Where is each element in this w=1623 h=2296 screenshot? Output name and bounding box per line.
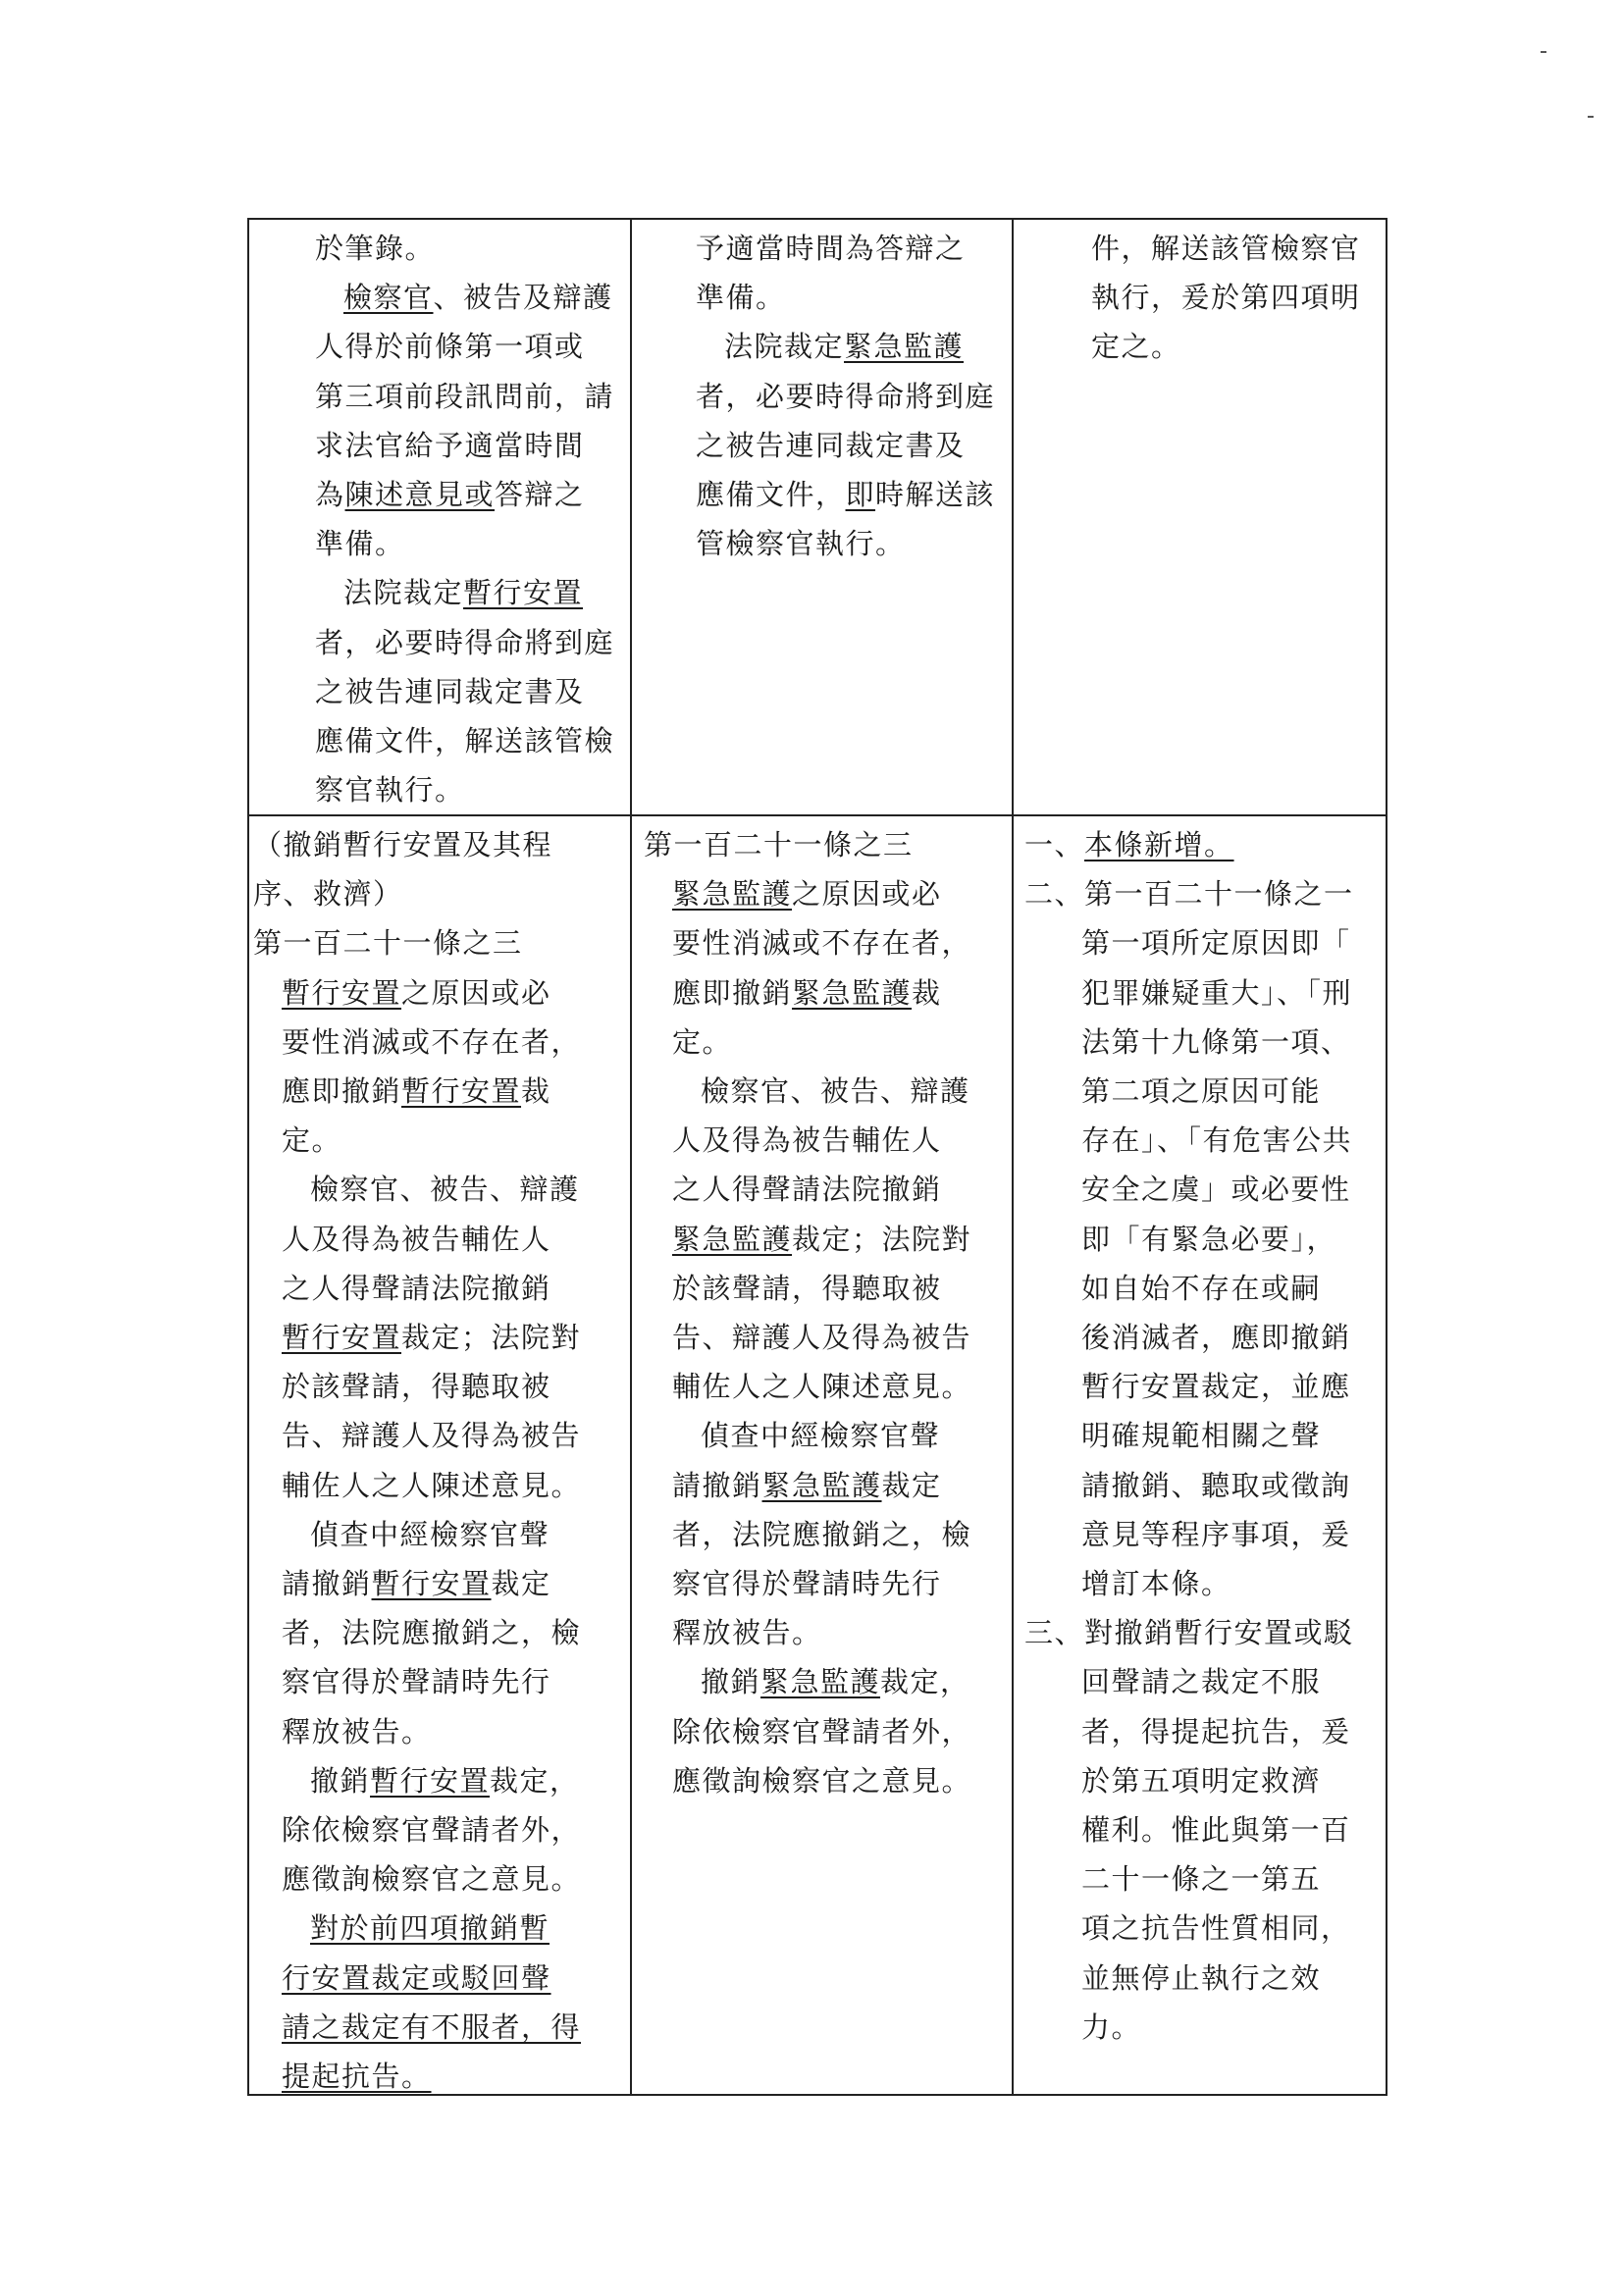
text-segment: 予適當時間為答辯之 — [696, 232, 966, 265]
text-segment: 輔佐人之人陳述意見。 — [282, 1468, 582, 1502]
text-line — [644, 918, 1007, 967]
text-segment: 權利。惟此與第一百 — [1081, 1813, 1351, 1848]
text-segment: 明確規範相關之聲 — [1081, 1419, 1322, 1453]
text-segment: 法院裁定 — [343, 576, 464, 610]
text-line — [253, 1707, 620, 1756]
text-line — [1024, 1657, 1384, 1706]
underlined-text: 緊急監護 — [761, 1468, 882, 1502]
text-line — [1024, 869, 1384, 918]
text-segment: 答辯之 — [495, 478, 585, 512]
text-line — [667, 421, 1001, 470]
text-segment: 請撤銷、聽取或徵詢 — [1081, 1468, 1351, 1502]
text-segment: 要性消滅或不存在者， — [282, 1024, 582, 1059]
text-segment: 釋放被告。 — [672, 1616, 822, 1650]
text-segment: 裁定， — [880, 1665, 970, 1699]
text-segment: 於筆錄。 — [315, 232, 436, 265]
text-line — [1024, 968, 1384, 1018]
underlined-text: 緊急監護 — [672, 1222, 793, 1256]
text-line — [667, 372, 1001, 421]
text-line — [644, 1510, 1007, 1559]
text-segment: 執行，爰於第四項明 — [1091, 281, 1361, 315]
text-segment: 之人得聲請法院撤銷 — [672, 1173, 942, 1207]
text-segment: 為 — [315, 478, 345, 512]
text-segment: 暫行安置裁定，並應 — [1081, 1370, 1351, 1404]
text-segment: 察官得於聲請時先行 — [672, 1567, 942, 1601]
text-line — [667, 224, 1001, 273]
text-line — [1024, 1461, 1384, 1510]
text-segment: 二十一條之一第五 — [1081, 1862, 1322, 1897]
text-segment: 告、辯護人及得為被告 — [282, 1419, 582, 1453]
cell-row2-current — [644, 820, 1007, 1805]
text-segment: 之人得聲請法院撤銷 — [282, 1271, 551, 1305]
text-segment: 第一百二十一條之三 — [253, 926, 523, 961]
text-line — [287, 667, 620, 716]
text-line — [644, 1657, 1007, 1706]
cell-row1-current — [667, 224, 1001, 568]
text-line — [644, 1411, 1007, 1460]
underlined-text: 本條新增。 — [1084, 828, 1234, 861]
text-segment: 請撤銷 — [282, 1567, 372, 1601]
text-line — [253, 1067, 620, 1116]
text-segment: 偵查中經檢察官聲 — [310, 1517, 550, 1551]
text-segment: 釋放被告。 — [282, 1714, 432, 1748]
text-segment: 裁定 — [881, 1468, 942, 1502]
text-segment: 之原因或必 — [792, 877, 942, 912]
text-line — [644, 1067, 1007, 1116]
text-line — [287, 421, 620, 470]
text-segment: 時解送該 — [875, 478, 996, 512]
text-segment: 存在」、「有危害公共 — [1081, 1123, 1353, 1158]
underlined-text: 對於前四項撤銷暫 — [310, 1911, 550, 1946]
text-line — [1024, 1264, 1384, 1313]
text-line — [253, 1559, 620, 1608]
text-line — [644, 820, 1007, 869]
text-line — [287, 372, 620, 421]
text-line — [1024, 1362, 1384, 1411]
text-line — [287, 470, 620, 519]
cell-row2-amended — [253, 820, 620, 2101]
cell-row1-explanation — [1034, 224, 1383, 372]
text-line — [644, 1165, 1007, 1214]
text-segment: 人及得為被告輔佐人 — [282, 1222, 551, 1256]
text-line — [253, 2052, 620, 2101]
text-segment: 於該聲請，得聽取被 — [282, 1370, 551, 1404]
underlined-text: 陳述意見或 — [344, 478, 496, 512]
text-segment: 回聲請之裁定不服 — [1081, 1665, 1322, 1699]
text-segment: 項之抗告性質相同， — [1081, 1911, 1351, 1946]
text-line — [253, 918, 620, 967]
underlined-text: 暫行安置 — [282, 975, 402, 1010]
text-line — [1024, 1559, 1384, 1608]
column-divider — [630, 220, 632, 2094]
text-segment: 裁定；法院對 — [792, 1222, 972, 1256]
text-line — [253, 1510, 620, 1559]
text-segment: 者，必要時得命將到庭 — [315, 625, 615, 659]
text-line — [644, 1559, 1007, 1608]
text-segment: 之被告連同裁定書及 — [315, 674, 585, 708]
text-line — [1024, 1215, 1384, 1264]
text-segment: 定之。 — [1091, 330, 1181, 364]
text-segment: 法院裁定 — [724, 330, 845, 364]
text-segment: 撤銷 — [701, 1665, 761, 1699]
text-line — [1024, 1313, 1384, 1362]
text-segment: 第一百二十一條之三 — [644, 828, 914, 861]
text-line — [644, 1018, 1007, 1067]
underlined-text: 暫行安置 — [371, 1567, 492, 1601]
text-segment: 者，必要時得命將到庭 — [696, 379, 996, 413]
text-line — [1024, 1018, 1384, 1067]
text-segment: 輔佐人之人陳述意見。 — [672, 1370, 972, 1404]
text-line — [1024, 1067, 1384, 1116]
text-segment: 應備文件，解送該管檢 — [315, 724, 615, 758]
text-segment: 準備。 — [315, 527, 405, 561]
text-line — [253, 1362, 620, 1411]
text-segment: 求法官給予適當時間 — [315, 428, 585, 462]
text-segment: 應備文件， — [696, 478, 846, 512]
text-segment: 要性消滅或不存在者， — [672, 926, 972, 961]
text-line — [1024, 1510, 1384, 1559]
text-segment: 增訂本條。 — [1081, 1567, 1231, 1601]
text-line — [253, 1264, 620, 1313]
text-line — [253, 1116, 620, 1165]
text-line — [287, 322, 620, 371]
text-line — [253, 1954, 620, 2003]
text-segment: 應即撤銷 — [282, 1074, 402, 1109]
text-segment: 管檢察官執行。 — [696, 527, 906, 561]
text-line — [667, 519, 1001, 568]
text-segment: 請撤銷 — [672, 1468, 762, 1502]
text-segment: 意見等程序事項，爰 — [1081, 1517, 1351, 1551]
underlined-text: 請之裁定有不服者，得 — [282, 2009, 582, 2044]
text-line — [253, 1854, 620, 1904]
text-line — [1024, 820, 1384, 869]
text-segment: 序、救濟） — [253, 877, 403, 912]
column-divider — [1012, 220, 1014, 2094]
cell-row2-explanation — [1024, 820, 1384, 2052]
text-line — [253, 1215, 620, 1264]
text-line — [644, 1313, 1007, 1362]
text-segment: 裁 — [912, 975, 942, 1010]
text-segment: 裁定， — [490, 1763, 580, 1798]
text-line — [1024, 1954, 1384, 2003]
text-segment: 法第十九條第一項、 — [1081, 1024, 1351, 1059]
text-segment: 偵查中經檢察官聲 — [701, 1419, 941, 1453]
text-line — [644, 869, 1007, 918]
text-line — [1024, 2003, 1384, 2052]
text-line — [287, 224, 620, 273]
text-segment: 裁定；法院對 — [401, 1321, 582, 1355]
text-segment: 三、對撤銷暫行安置或駁 — [1024, 1616, 1354, 1650]
underlined-text: 行安置裁定或駁回聲 — [282, 1960, 551, 1995]
text-line — [253, 1313, 620, 1362]
text-line — [253, 1461, 620, 1510]
text-line — [644, 1215, 1007, 1264]
text-line — [644, 1264, 1007, 1313]
text-segment: 者，法院應撤銷之，檢 — [672, 1517, 972, 1551]
text-line — [253, 1756, 620, 1805]
text-segment: 二、第一百二十一條之一 — [1024, 877, 1354, 912]
text-line — [287, 618, 620, 667]
text-line — [644, 1756, 1007, 1805]
text-line — [1024, 1608, 1384, 1657]
text-segment: 除依檢察官聲請者外， — [282, 1813, 582, 1848]
text-line — [1024, 918, 1384, 967]
text-segment: 力。 — [1081, 2009, 1142, 2044]
underlined-text: 檢察官 — [343, 281, 434, 315]
text-line — [1024, 1116, 1384, 1165]
text-line — [253, 1805, 620, 1854]
text-segment: 如自始不存在或嗣 — [1081, 1271, 1322, 1305]
text-line — [667, 273, 1001, 322]
underlined-text: 即 — [845, 478, 876, 512]
text-line — [287, 765, 620, 814]
text-segment: 者，法院應撤銷之，檢 — [282, 1616, 582, 1650]
text-line — [644, 1116, 1007, 1165]
underlined-text: 暫行安置 — [463, 576, 584, 610]
text-line — [644, 1362, 1007, 1411]
text-line — [1024, 1165, 1384, 1214]
underlined-text: 暫行安置 — [370, 1763, 491, 1798]
text-segment: 於第五項明定救濟 — [1081, 1763, 1322, 1798]
cell-row1-amended — [287, 224, 620, 814]
text-line — [644, 1461, 1007, 1510]
text-segment: 第三項前段訊問前，請 — [315, 379, 615, 413]
underlined-text: 暫行安置 — [282, 1321, 402, 1355]
text-segment: 告、辯護人及得為被告 — [672, 1321, 972, 1355]
underlined-text: 緊急監護 — [792, 975, 913, 1010]
text-segment: 察官執行。 — [315, 773, 465, 808]
text-segment: 者，得提起抗告，爰 — [1081, 1714, 1351, 1748]
scan-speck — [1588, 116, 1594, 118]
text-line — [287, 519, 620, 568]
text-line — [253, 968, 620, 1018]
text-segment: 件，解送該管檢察官 — [1091, 232, 1361, 265]
text-segment: 於該聲請，得聽取被 — [672, 1271, 942, 1305]
text-line — [644, 1608, 1007, 1657]
text-line — [1024, 1411, 1384, 1460]
text-segment: 安全之虞」或必要性 — [1081, 1173, 1351, 1207]
text-line — [644, 1707, 1007, 1756]
text-line — [253, 1411, 620, 1460]
text-segment: 準備。 — [696, 281, 786, 315]
text-segment: 應徵詢檢察官之意見。 — [672, 1763, 972, 1798]
comparison-table — [247, 218, 1387, 2096]
text-line — [287, 716, 620, 765]
text-segment: 後消滅者，應即撤銷 — [1081, 1321, 1351, 1355]
text-line — [253, 1165, 620, 1214]
text-line — [1024, 1756, 1384, 1805]
text-segment: 並無停止執行之效 — [1081, 1960, 1322, 1995]
text-segment: 人得於前條第一項或 — [315, 330, 585, 364]
text-segment: 檢察官、被告、辯護 — [310, 1173, 580, 1207]
text-segment: 之被告連同裁定書及 — [696, 428, 966, 462]
text-line — [253, 2003, 620, 2052]
text-line — [1024, 1805, 1384, 1854]
text-segment: 應即撤銷 — [672, 975, 793, 1010]
text-segment: 之原因或必 — [401, 975, 551, 1010]
text-line — [644, 968, 1007, 1018]
text-line — [1024, 1707, 1384, 1756]
underlined-text: 暫行安置 — [401, 1074, 522, 1109]
text-segment: 第一項所定原因即「 — [1081, 926, 1351, 961]
text-segment: 犯罪嫌疑重大」、「刑 — [1081, 975, 1353, 1010]
text-segment: 第二項之原因可能 — [1081, 1074, 1322, 1109]
scan-speck — [1541, 51, 1546, 53]
text-segment: 檢察官、被告、辯護 — [701, 1074, 970, 1109]
text-segment: 定。 — [282, 1123, 342, 1158]
text-line — [287, 273, 620, 322]
underlined-text: 緊急監護 — [760, 1665, 881, 1699]
text-line — [1034, 322, 1383, 371]
text-segment: 人及得為被告輔佐人 — [672, 1123, 942, 1158]
text-segment: （撤銷暫行安置及其程 — [253, 828, 553, 861]
text-segment: 裁 — [521, 1074, 551, 1109]
text-segment: 察官得於聲請時先行 — [282, 1665, 551, 1699]
text-line — [253, 1018, 620, 1067]
text-line — [287, 568, 620, 617]
text-line — [1024, 1854, 1384, 1904]
text-line — [253, 1608, 620, 1657]
text-line — [1024, 1904, 1384, 1953]
text-line — [253, 1657, 620, 1706]
text-segment: 除依檢察官聲請者外， — [672, 1714, 972, 1748]
text-line — [253, 820, 620, 869]
text-segment: 即「有緊急必要」， — [1081, 1222, 1337, 1256]
text-segment: 、被告及辯護 — [433, 281, 613, 315]
text-segment: 應徵詢檢察官之意見。 — [282, 1862, 582, 1897]
text-line — [1034, 224, 1383, 273]
text-segment: 一、 — [1024, 828, 1085, 861]
text-segment: 裁定 — [491, 1567, 551, 1601]
text-line — [1034, 273, 1383, 322]
text-line — [667, 322, 1001, 371]
underlined-text: 緊急監護 — [672, 877, 793, 912]
underlined-text: 提起抗告。 — [282, 2060, 432, 2094]
text-segment: 定。 — [672, 1024, 733, 1059]
text-line — [253, 869, 620, 918]
text-segment: 撤銷 — [310, 1763, 371, 1798]
text-line — [667, 470, 1001, 519]
text-line — [253, 1904, 620, 1953]
underlined-text: 緊急監護 — [844, 330, 965, 364]
